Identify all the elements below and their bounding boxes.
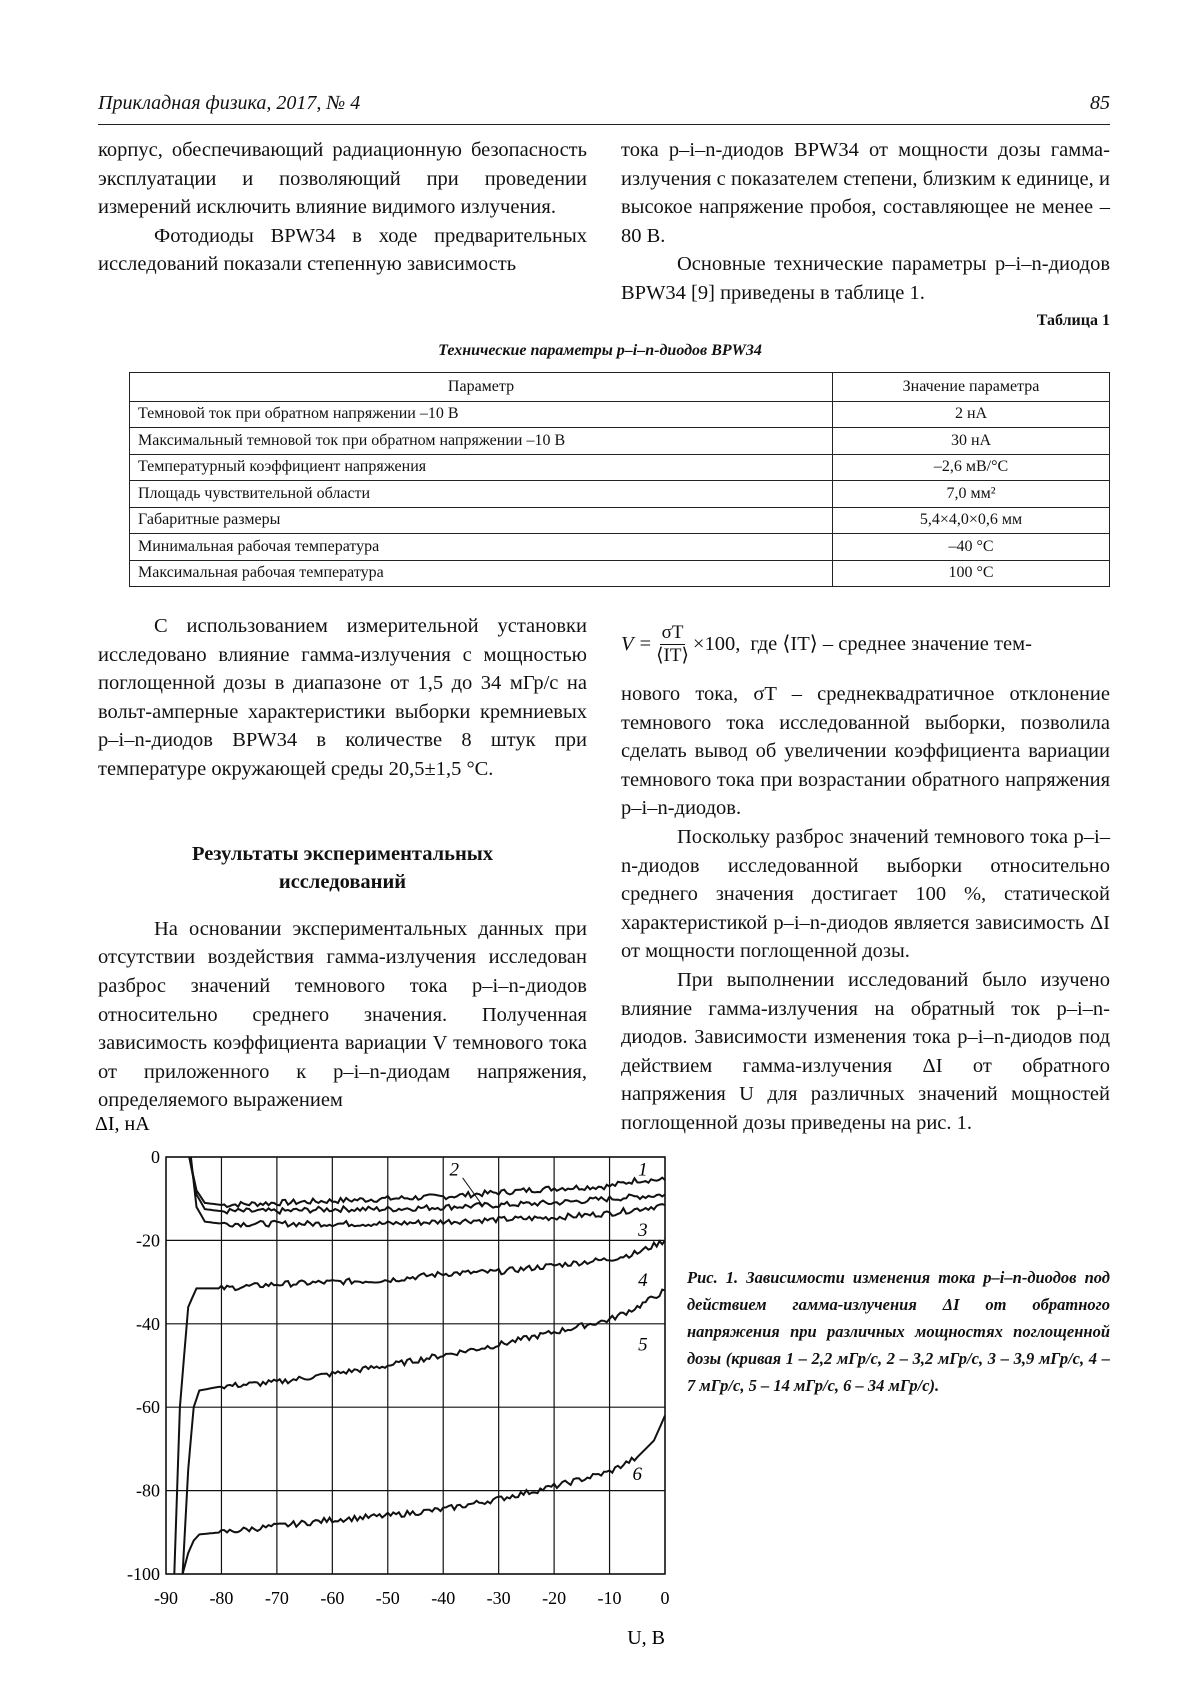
header-rule	[98, 124, 1110, 125]
x-tick-label: -20	[542, 1588, 567, 1608]
paragraph: Фотодиоды BPW34 в ходе предварительных исследований показали степенную зависимость	[98, 224, 587, 276]
table-row	[130, 560, 1110, 587]
table-row	[130, 534, 1110, 561]
curve-label-6: 6	[632, 1463, 643, 1485]
curve-2	[189, 1157, 665, 1214]
denominator: ⟨IT⟩	[656, 644, 689, 666]
formula-fraction	[656, 622, 689, 667]
x-tick-label: 0	[660, 1588, 670, 1608]
x-tick-label: -40	[431, 1588, 456, 1608]
table-title: Технические параметры p–i–n-диодов BPW34	[438, 342, 762, 359]
paragraph: корпус, обеспечивающий радиационную безопасность эксплуатации и позволяющий при проведении измерений исключить влияние видимого излучения.	[98, 139, 587, 219]
top-left-column	[98, 136, 587, 279]
curve-6	[183, 1416, 665, 1574]
column-header: Значение параметра	[833, 373, 1110, 402]
x-tick-label: -50	[375, 1588, 400, 1608]
variation-formula	[621, 616, 1032, 672]
formula-tail: где ⟨IT⟩ – среднее значение тем-	[750, 632, 1032, 655]
table-row	[130, 401, 1110, 428]
y-tick-label: -80	[136, 1480, 160, 1501]
bottom-right-column	[621, 616, 1110, 1138]
y-tick-label: -60	[136, 1397, 160, 1418]
x-tick-label: -80	[209, 1588, 234, 1608]
paragraph: При выполнении исследований было изучено влияние гамма-излучения на обратный ток p–i–n-диодов. Зависимости изменения тока p–i–n-диодов под действием гамма-излучения ΔI от обратного напряжения U для различных значений мощностей поглощенной дозы приведены на рис. 1.	[621, 968, 1110, 1134]
y-axis-label: ΔI, нА	[95, 1113, 150, 1135]
table-header-row	[130, 373, 1110, 402]
table-row	[130, 454, 1110, 481]
cell: 2 нА	[833, 401, 1110, 428]
paragraph: Поскольку разброс значений темнового тока p–i–n-диодов исследованной выборки относительно среднего значения достигает 100 %, статической характеристикой p–i–n-диодов является зависимость ΔI от мощности поглощенной дозы.	[621, 825, 1110, 963]
page-number: 85	[1090, 92, 1110, 114]
figure-1-chart	[0, 1100, 700, 1660]
paragraph: тока p–i–n-диодов BPW34 от мощности дозы гамма-излучения с показателем степени, близким к единице, и высокое напряжение пробоя, составляющее не менее –80 В.	[621, 139, 1110, 247]
cell: Габаритные размеры	[130, 507, 833, 534]
journal-title: Прикладная физика, 2017, № 4	[98, 92, 361, 114]
paragraph: нового тока, σT – среднеквадратичное отклонение темнового тока исследованной выборки, позволила сделать вывод об увеличении коэффициента вариации темнового тока при возрастании обратного напряжения p–i–n-диодов.	[621, 683, 1110, 820]
column-header: Параметр	[130, 373, 833, 402]
cell: Минимальная рабочая температура	[130, 534, 833, 561]
cell: –2,6 мВ/°С	[833, 454, 1110, 481]
parameters-table	[129, 372, 1110, 587]
cell: –40 °С	[833, 534, 1110, 561]
y-tick-label: -40	[136, 1313, 160, 1334]
curve-1	[189, 1157, 665, 1207]
curve-3	[191, 1157, 665, 1227]
y-tick-label: -20	[136, 1230, 160, 1251]
x-tick-label: -10	[597, 1588, 622, 1608]
x-tick-label: -30	[486, 1588, 511, 1608]
curve-label-5: 5	[638, 1334, 648, 1356]
cell: Максимальная рабочая температура	[130, 560, 833, 587]
curve-label-3: 3	[638, 1219, 648, 1241]
curve-label-2: 2	[449, 1159, 460, 1181]
section-heading: Результаты экспериментальных исследований	[191, 842, 494, 894]
table-row	[130, 507, 1110, 534]
curve-label-1: 1	[638, 1159, 648, 1181]
cell: 5,4×4,0×0,6 мм	[833, 507, 1110, 534]
curve-2-leader	[463, 1178, 482, 1205]
cell: Темновой ток при обратном напряжении –10 В	[130, 401, 833, 428]
curve-label-4: 4	[638, 1270, 648, 1292]
y-tick-label: 0	[151, 1147, 160, 1167]
bottom-left-column	[98, 612, 587, 1115]
cell: Максимальный темновой ток при обратном напряжении –10 В	[130, 428, 833, 455]
paragraph: С использованием измерительной установки исследовано влияние гамма-излучения с мощностью поглощенной дозы в диапазоне от 1,5 до 34 мГр/с на вольт-амперные характеристики выборки кремниевых p–i–n-диодов BPW34 в количестве 8 штук при температуре окружающей среды 20,5±1,5 °С.	[98, 615, 587, 780]
cell: 7,0 мм²	[833, 481, 1110, 508]
table-row	[130, 428, 1110, 455]
cell: Площадь чувствительной области	[130, 481, 833, 508]
paragraph: На основании экспериментальных данных при отсутствии воздействия гамма-излучения исследован разброс значений темнового тока p–i–n-диодов относительно среднего значения. Полученная зависимость коэффициента вариации V темнового тока от приложенного к p–i–n-диодам напряжения, определяемого выражением	[98, 917, 587, 1112]
paragraph: Основные технические параметры p–i–n-диодов BPW34 [9] приведены в таблице 1.	[621, 253, 1110, 304]
cell: Температурный коэффициент напряжения	[130, 454, 833, 481]
cell: 30 нА	[833, 428, 1110, 455]
cell: 100 °С	[833, 560, 1110, 587]
figure-caption: Рис. 1. Зависимости изменения тока p–i–n-диодов под действием гамма-излучения ΔI от обратного напряжения при различных мощностях поглощенной дозы (кривая 1 – 2,2 мГр/с, 2 – 3,2 мГр/с, 3 – 3,9 мГр/с, 4 – 7 мГр/с, 5 – 14 мГр/с, 6 – 34 мГр/с).	[687, 1268, 1110, 1395]
y-tick-label: -100	[127, 1564, 160, 1584]
x-tick-label: -90	[154, 1588, 178, 1608]
table-row	[130, 481, 1110, 508]
x-axis-label: U, В	[627, 1627, 665, 1649]
top-right-column	[621, 136, 1110, 308]
x-tick-label: -60	[320, 1588, 345, 1608]
plot-frame	[166, 1157, 665, 1574]
formula-lhs: V =	[621, 632, 653, 655]
table-label: Таблица 1	[1036, 312, 1110, 329]
formula-rhs: ×100,	[692, 632, 741, 655]
x-tick-label: -70	[264, 1588, 289, 1608]
numerator: σT	[661, 621, 684, 643]
curve-5	[183, 1290, 665, 1574]
